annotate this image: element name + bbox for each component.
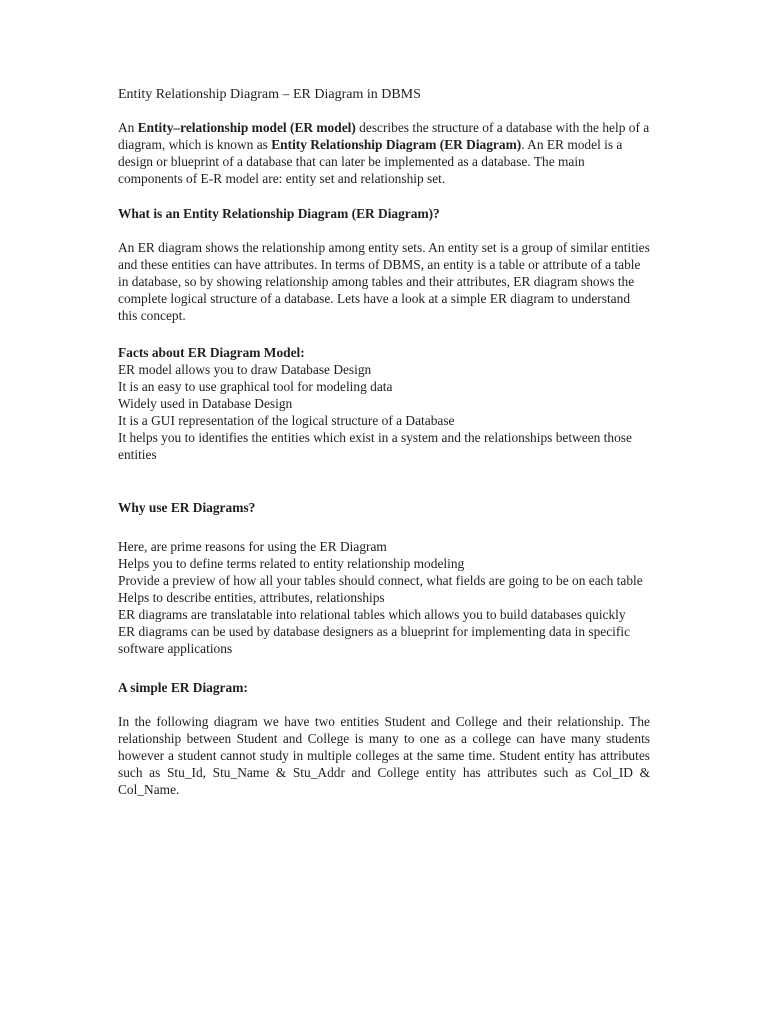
list-item: Here, are prime reasons for using the ER Diagram [118,539,387,554]
intro-term-er-model: Entity–relationship model (ER model) [137,120,356,135]
list-item: Provide a preview of how all your tables should connect, what fields are going to be on each table [118,573,643,588]
section-heading-facts: Facts about ER Diagram Model: [118,345,305,360]
simple-paragraph: In the following diagram we have two entities Student and College and their relationship. The relationship between Student and College is many to one as a college can have many students however a student cannot study in multiple colleges at the same time. Student entity has attributes such as Stu_Id, Stu_Name & Stu_Addr and College entity has attributes such as Col_ID & Col_Name. [118,714,650,797]
list-item: ER diagrams can be used by database designers as a blueprint for implementing data in specific software applications [118,624,631,656]
section-heading-simple: A simple ER Diagram: [118,680,248,695]
document-title: Entity Relationship Diagram – ER Diagram in DBMS [118,87,421,102]
intro-middle: describes the structure of a database with the help of a diagram, which is known as [118,120,650,152]
list-item: Widely used in Database Design [118,396,293,411]
facts-list [118,361,650,463]
section-heading-why: Why use ER Diagrams? [118,500,256,515]
intro-prefix: An [118,120,138,135]
section-heading-what-is: What is an Entity Relationship Diagram (ER Diagram)? [118,206,440,221]
list-item: Helps you to define terms related to entity relationship modeling [118,556,465,571]
list-item: Helps to describe entities, attributes, relationships [118,590,385,605]
document-content [118,86,650,798]
list-item: It is a GUI representation of the logical structure of a Database [118,413,455,428]
intro-suffix: . An ER model is a design or blueprint of a database that can later be implemented as a database. The main components of E-R model are: entity set and relationship set. [118,137,623,186]
list-item: ER model allows you to draw Database Design [118,362,372,377]
what-is-paragraph: An ER diagram shows the relationship among entity sets. An entity set is a group of similar entities and these entities can have attributes. In terms of DBMS, an entity is a table or attribute of a table in database, so by showing relationship among tables and their attributes, ER diagram shows the complete logical structure of a database. Lets have a look at a simple ER diagram to understand this concept. [118,240,650,323]
list-item: ER diagrams are translatable into relational tables which allows you to build databases quickly [118,607,626,622]
intro-term-er-diagram: Entity Relationship Diagram (ER Diagram) [271,137,522,152]
why-list [118,538,650,657]
intro-paragraph [118,119,650,187]
list-item: It helps you to identifies the entities which exist in a system and the relationships between those entities [118,430,632,462]
list-item: It is an easy to use graphical tool for modeling data [118,379,393,394]
